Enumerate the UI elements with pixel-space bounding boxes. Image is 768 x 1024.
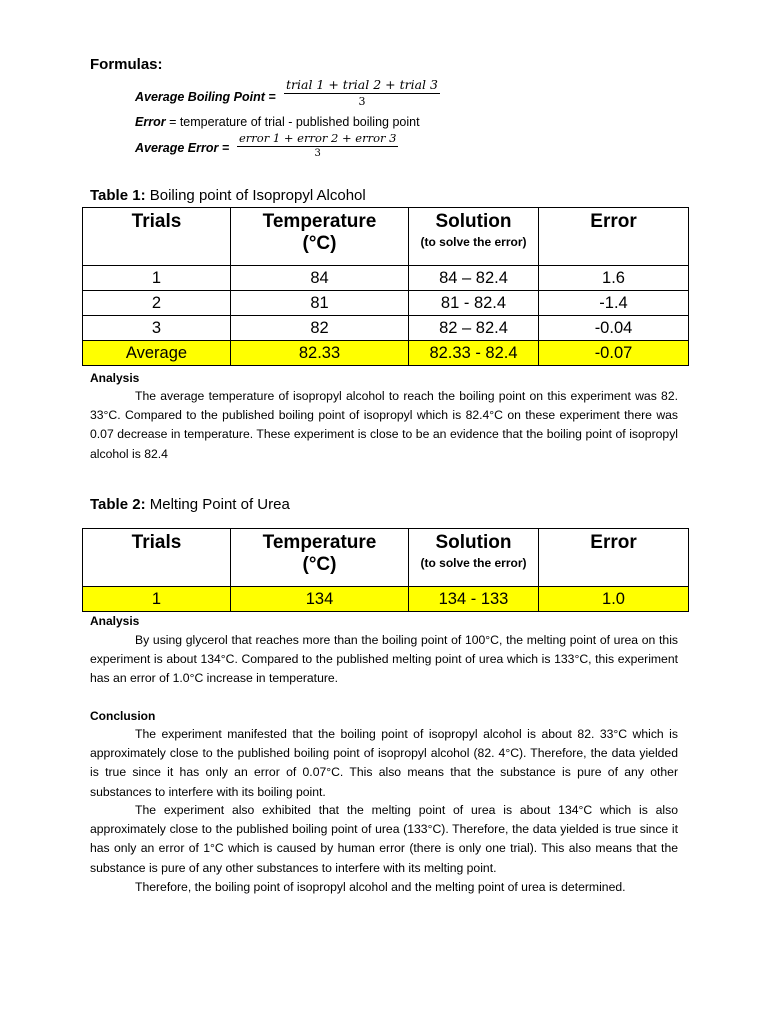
cell-trial: 1 [83, 266, 231, 291]
average-boiling-point-fraction [284, 77, 440, 108]
header-temperature [231, 529, 409, 587]
table-1-boiling-point [82, 207, 689, 366]
table-1-caption [90, 187, 366, 204]
table-1-caption-label: Table 1: [90, 187, 146, 204]
cell-average-solution: 82.33 - 82.4 [409, 341, 539, 366]
analysis-2-heading: Analysis [90, 614, 140, 628]
average-error-label: Average Error = [135, 141, 230, 155]
table-average-row [83, 341, 689, 366]
cell-temperature: 134 [231, 587, 409, 612]
header-temperature-unit: (°C) [302, 554, 337, 575]
analysis-2-paragraph: By using glycerol that reaches more than the boiling point of 100°C, the melting point of urea on this experiment is about 134°C. Compared to the published melting point of urea which is 133°C, this experiment has an error of 1.0°C increase in temperature. [90, 633, 678, 686]
cell-average-temperature: 82.33 [231, 341, 409, 366]
header-solution-subtitle: (to solve the error) [420, 235, 527, 249]
cell-temperature: 82 [231, 316, 409, 341]
table-2-caption [90, 496, 290, 513]
cell-temperature: 84 [231, 266, 409, 291]
average-error-denominator: 3 [314, 148, 321, 159]
cell-trial: 1 [83, 587, 231, 612]
header-solution [409, 529, 539, 587]
average-boiling-point-formula [135, 90, 276, 104]
analysis-1-paragraph: The average temperature of isopropyl alcohol to reach the boiling point on this experiment was 82. 33°C. Compared to the published boiling point of isopropyl which is 82.4°C on these experiment there was 0.07 decrease in temperature. These experiment is close to be an evidence that the boiling point of isopropyl alcohol is 82.4 [90, 389, 678, 461]
cell-temperature: 81 [231, 291, 409, 316]
table-row [83, 316, 689, 341]
header-solution-label: Solution [435, 532, 512, 553]
cell-error: 1.0 [539, 587, 689, 612]
average-error-numerator: error 1 + error 2 + error 3 [239, 131, 397, 145]
table-1-header-row [83, 208, 689, 266]
conclusion-paragraph-1: The experiment manifested that the boiling point of isopropyl alcohol is about 82. 33°C which is approximately close to the published boiling point of isopropyl alcohol (82. 4°C). Therefore, the data yielded is true since it has only an error of 0.07°C. This also means that the substance is pure of any other substances to interfere with its boiling point. [90, 727, 678, 799]
cell-average-error: -0.07 [539, 341, 689, 366]
average-error-fraction [237, 131, 398, 159]
cell-average-label: Average [83, 341, 231, 366]
cell-error: -0.04 [539, 316, 689, 341]
conclusion-heading: Conclusion [90, 709, 156, 723]
average-boiling-point-label: Average Boiling Point = [135, 90, 276, 104]
header-solution [409, 208, 539, 266]
cell-trial: 3 [83, 316, 231, 341]
formulas-heading: Formulas: [90, 56, 163, 73]
header-error: Error [539, 529, 689, 587]
conclusion-paragraph-2: The experiment also exhibited that the melting point of urea is about 134°C which is also approximately close to the published boiling point of urea (133°C). Therefore, the data yielded is true since it has only an error of 1°C which is caused by human error (there is only one trial). This also means that the substance is pure of any other substances to interfere with its melting point. [90, 803, 678, 875]
header-solution-subtitle: (to solve the error) [420, 556, 527, 570]
error-label: Error [135, 115, 166, 129]
conclusion-paragraph-3: Therefore, the boiling point of isopropyl alcohol and the melting point of urea is determined. [135, 880, 626, 894]
table-2-melting-point [82, 528, 689, 612]
analysis-1-heading: Analysis [90, 371, 140, 385]
table-2-caption-label: Table 2: [90, 496, 146, 513]
header-error: Error [539, 208, 689, 266]
header-temperature-label: Temperature [262, 532, 377, 553]
header-temperature-unit: (°C) [302, 233, 337, 254]
cell-trial: 2 [83, 291, 231, 316]
header-temperature [231, 208, 409, 266]
average-boiling-point-denominator: 3 [358, 95, 366, 108]
table-2-caption-text: Melting Point of Urea [145, 496, 290, 513]
cell-error: 1.6 [539, 266, 689, 291]
error-definition: = temperature of trial - published boiling point [169, 115, 420, 129]
table-row [83, 266, 689, 291]
cell-solution: 81 - 82.4 [409, 291, 539, 316]
header-solution-label: Solution [435, 211, 512, 232]
header-temperature-label: Temperature [262, 211, 377, 232]
error-formula [135, 115, 420, 129]
cell-error: -1.4 [539, 291, 689, 316]
table-2-header-row [83, 529, 689, 587]
cell-solution: 82 – 82.4 [409, 316, 539, 341]
header-trials: Trials [83, 529, 231, 587]
average-error-formula [135, 141, 229, 155]
table-row [83, 291, 689, 316]
header-trials: Trials [83, 208, 231, 266]
cell-solution: 134 - 133 [409, 587, 539, 612]
table-row [83, 587, 689, 612]
table-1-caption-text: Boiling point of Isopropyl Alcohol [145, 187, 366, 204]
cell-solution: 84 – 82.4 [409, 266, 539, 291]
average-boiling-point-numerator: trial 1 + trial 2 + trial 3 [286, 77, 438, 92]
